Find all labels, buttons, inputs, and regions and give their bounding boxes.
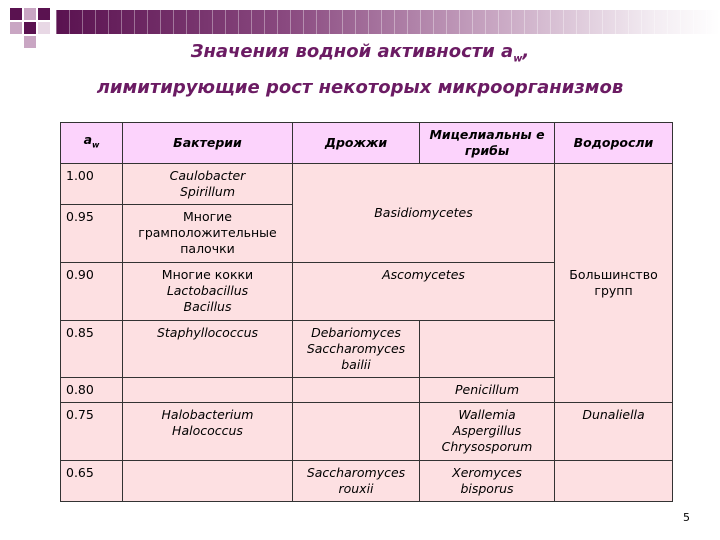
aw-cell: 0.95 xyxy=(61,205,123,263)
page-number: 5 xyxy=(683,511,690,524)
yeast-cell xyxy=(293,378,420,403)
molds-cell: Wallemia Aspergillus Chrysosporum xyxy=(420,403,555,461)
title-line-1: Значения водной активности $a_w$, xyxy=(190,41,530,65)
header-yeast: Дрожжи xyxy=(293,123,420,164)
bacteria-cell xyxy=(123,461,293,502)
table-row xyxy=(61,164,673,205)
bacteria-cell: Staphyllococcus xyxy=(123,321,293,378)
yeast-cell: Debariomyces Saccharomyces bailii xyxy=(293,321,420,378)
title-line-2: лимитирующие рост некоторых микроорганизмов xyxy=(96,76,624,98)
bacteria-cell: Многие грамположительные палочки xyxy=(123,205,293,263)
aw-cell: 0.80 xyxy=(61,378,123,403)
slide-title xyxy=(0,38,720,102)
molds-cell: Xeromyces bisporus xyxy=(420,461,555,502)
algae-cell: Dunaliella xyxy=(555,403,673,461)
table-row xyxy=(61,403,673,461)
header-stripe xyxy=(56,10,720,34)
yeast-cell: Saccharomyces rouxii xyxy=(293,461,420,502)
table-header-row xyxy=(61,123,673,164)
aw-cell: 0.90 xyxy=(61,263,123,321)
decor-square-4 xyxy=(10,22,22,34)
molds-cell: Penicillum xyxy=(420,378,555,403)
header-molds: Мицелиальны е грибы xyxy=(420,123,555,164)
header-algae: Водоросли xyxy=(555,123,673,164)
decor-square-3 xyxy=(38,8,50,20)
water-activity-table xyxy=(60,122,673,502)
decor-square-1 xyxy=(10,8,22,20)
algae-cell xyxy=(555,461,673,502)
aw-cell: 1.00 xyxy=(61,164,123,205)
header-bacteria: Бактерии xyxy=(123,123,293,164)
molds-cell xyxy=(420,321,555,378)
aw-cell: 0.65 xyxy=(61,461,123,502)
fungi-ascomycetes-cell: Ascomycetes xyxy=(293,263,555,321)
algae-merged-cell: Большинство групп xyxy=(555,164,673,403)
decor-square-5 xyxy=(24,22,36,34)
header-aw: $a_w$ xyxy=(61,123,123,164)
table-row xyxy=(61,461,673,502)
decor-square-7 xyxy=(38,22,50,34)
bacteria-cell xyxy=(123,378,293,403)
decor-square-2 xyxy=(24,8,36,20)
bacteria-cell: Многие кокки Lactobacillus Bacillus xyxy=(123,263,293,321)
fungi-basidiomycetes-cell: Basidiomycetes xyxy=(293,164,555,263)
aw-cell: 0.85 xyxy=(61,321,123,378)
yeast-cell xyxy=(293,403,420,461)
bacteria-cell: Halobacterium Halococcus xyxy=(123,403,293,461)
bacteria-cell: Caulobacter Spirillum xyxy=(123,164,293,205)
aw-cell: 0.75 xyxy=(61,403,123,461)
